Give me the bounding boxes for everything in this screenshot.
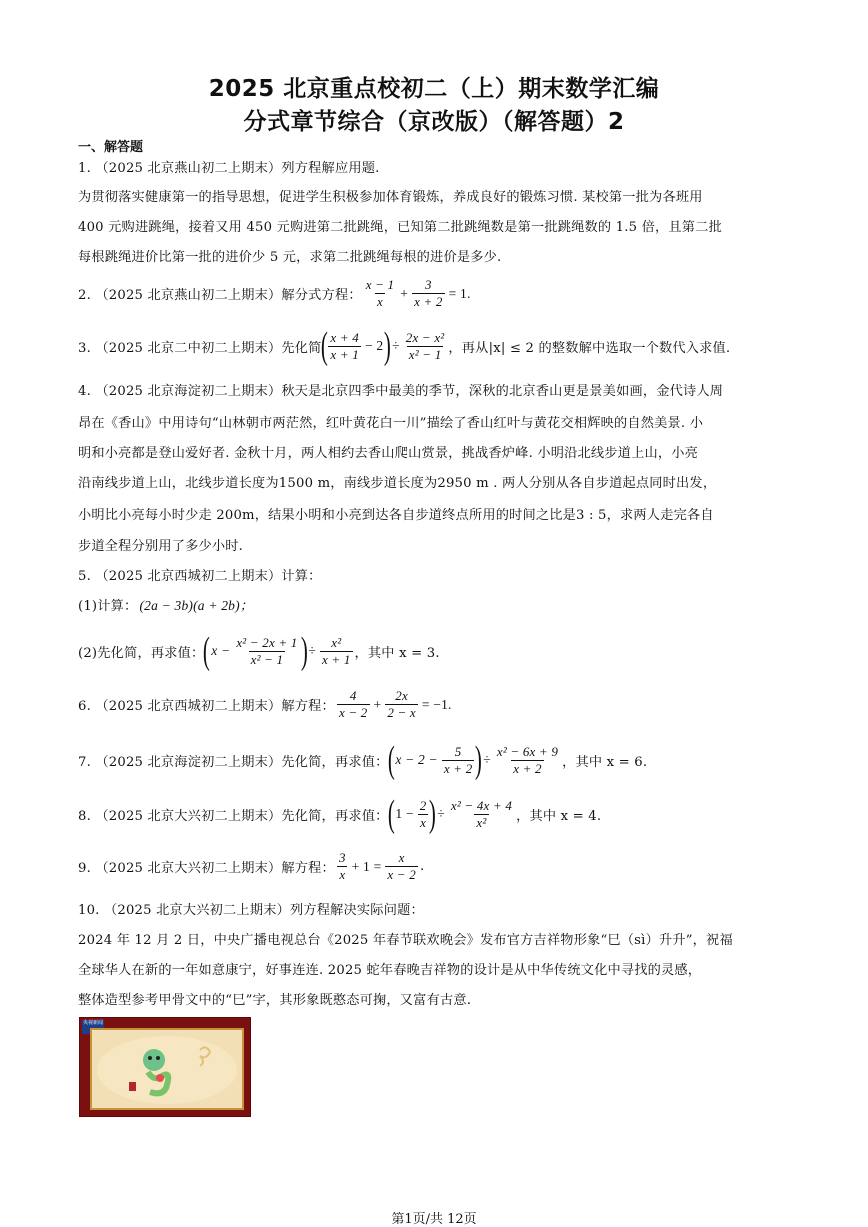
document-subtitle: 分式章节综合（京改版）（解答题）2 bbox=[243, 109, 625, 135]
q1-text-2: 400 元购进跳绳，接着又用 450 元购进第二批跳绳，已知第二批跳绳数是第一批跳绳数的 1.5 倍，且第二批 bbox=[78, 220, 722, 235]
section-heading: 一、解答题 bbox=[78, 140, 144, 155]
q6-heading: 6. （2025 北京西城初二上期末）解方程： bbox=[78, 699, 335, 714]
q10-text-2: 全球华人在新的一年如意康宁，好事连连. 2025 蛇年春晚吉祥物的设计是从中华传统文化中寻找的灵感， bbox=[78, 963, 702, 978]
document-title: 2025 北京重点校初二（上）期末数学汇编 bbox=[208, 76, 660, 102]
q9: 9. （2025 北京大兴初二上期末）解方程： $\frac{3}{x}$ + 1 = $\frac{x}{x - 2}$ . bbox=[78, 850, 425, 882]
q6: 6. （2025 北京西城初二上期末）解方程： $\frac{4}{x - 2}$ + $\frac{2x}{2 - x}$ = −1. bbox=[78, 688, 452, 720]
q7-heading: 7. （2025 北京海淀初二上期末）先化简，再求值： bbox=[78, 754, 389, 770]
q10-text-1: 2024 年 12 月 2 日，中央广播电视总台《2025 年春节联欢晚会》发布官方吉祥物形象“巳（sì）升升”，祝福 bbox=[78, 933, 733, 948]
q4-text-2: 昂在《香山》中用诗句“山林朝市两茫然，红叶黄花白一川”描绘了香山红叶与黄花交相辉映的自然美景. 小 bbox=[78, 416, 704, 431]
mascot-image bbox=[79, 1017, 251, 1117]
q6-fraction-2: $\frac{2x}{2 - x}$ bbox=[387, 688, 416, 720]
q1-text-3: 每根跳绳进价比第一批的进价少 5 元，求第二批跳绳每根的进价是多少. bbox=[78, 250, 502, 265]
q3-heading: 3. （2025 北京二中初二上期末）先化简 bbox=[78, 340, 322, 356]
q4-text-6: 步道全程分别用了多少小时. bbox=[78, 539, 244, 554]
mascot-card bbox=[90, 1028, 244, 1110]
q5-part-2: (2)先化简，再求值： ( x − $\frac{\text{x² − 2x + 1}}{\text{x² − 1}}$ ) ÷ $\frac{\text{x²}}{x + 1}$ ，其中 x = 3. bbox=[78, 630, 440, 672]
q3-fraction-1: $\frac{x + 4}{x + 1}$ bbox=[330, 329, 359, 362]
q5-part-1: (1)计算： (2a − 3b)(a + 2b)； bbox=[78, 598, 254, 614]
q10-heading: 10. （2025 北京大兴初二上期末）列方程解决实际问题： bbox=[78, 903, 424, 918]
q2-heading: 2. （2025 北京燕山初二上期末）解分式方程： bbox=[78, 288, 362, 303]
q3-fraction-2: $\frac{\text{2x − x²}}{\text{x² − 1}}$ bbox=[405, 329, 445, 362]
q8: 8. （2025 北京大兴初二上期末）先化简，再求值： ( 1 − $\frac{2}{x}$ ) ÷ $\frac{\text{x² − 4x + 4}}{\text{x²}}$ ，其中 x = 4. bbox=[78, 793, 602, 835]
q2-fraction-2: $\frac{3}{x + 2}$ bbox=[414, 277, 443, 309]
q3-tail: ，再从|x| ≤ 2 的整数解中选取一个数代入求值. bbox=[448, 340, 731, 356]
q7: 7. （2025 北京海淀初二上期末）先化简，再求值： ( x − 2 − $\frac{5}{x + 2}$ ) ÷ $\frac{\text{x² − 6x + 9}}{x + 2}$ ，其中 x = 6. bbox=[78, 739, 648, 781]
q3: 3. （2025 北京二中初二上期末）先化简 ( $\frac{x + 4}{x + 1}$ − 2 ) ÷ $\frac{\text{2x − x²}}{\text{x² − 1}}$ ，再从|x| ≤ 2 的整数解中选取一个数代入求值. bbox=[78, 325, 731, 367]
q7-fraction-1: $\frac{5}{x + 2}$ bbox=[443, 743, 473, 776]
q10-text-3: 整体造型参考甲骨文中的“巳”字，其形象既憨态可掬，又富有古意. bbox=[78, 993, 472, 1008]
q2: 2. （2025 北京燕山初二上期末）解分式方程： $\frac{x - 1}{x}$ + $\frac{3}{x + 2}$ = 1. bbox=[78, 277, 471, 309]
q5-fraction-1: $\frac{\text{x² − 2x + 1}}{\text{x² − 1}}$ bbox=[236, 634, 298, 667]
page-footer: 第1页/共 12页 bbox=[391, 1212, 477, 1227]
q5-heading: 5. （2025 北京西城初二上期末）计算： bbox=[78, 569, 322, 584]
q8-heading: 8. （2025 北京大兴初二上期末）先化简，再求值： bbox=[78, 808, 389, 824]
q6-fraction-1: $\frac{4}{x - 2}$ bbox=[338, 688, 368, 720]
q9-fraction-1: $\frac{3}{x}$ bbox=[338, 850, 346, 882]
q4-text-4: 沿南线步道上山，北线步道长度为1500 m，南线步道长度为2950 m . 两人分别从各自步道起点同时出发， bbox=[78, 476, 717, 491]
q8-fraction-2: $\frac{\text{x² − 4x + 4}}{\text{x²}}$ bbox=[450, 797, 513, 830]
q4-text-5: 小明比小亮每小时少走 200m，结果小明和小亮到达各自步道终点所用的时间之比是3 : 5，求两人走完各自 bbox=[78, 508, 714, 523]
q9-heading: 9. （2025 北京大兴初二上期末）解方程： bbox=[78, 861, 335, 876]
snake-mascot-icon bbox=[92, 1030, 242, 1108]
q8-fraction-1: $\frac{2}{x}$ bbox=[419, 797, 427, 830]
news-logo: 央视新闻 bbox=[82, 1020, 104, 1034]
q5-fraction-2: $\frac{\text{x²}}{x + 1}$ bbox=[321, 634, 351, 667]
q2-fraction-1: $\frac{x - 1}{x}$ bbox=[365, 277, 395, 309]
q7-fraction-2: $\frac{\text{x² − 6x + 9}}{x + 2}$ bbox=[496, 743, 559, 776]
q1-heading: 1. （2025 北京燕山初二上期末）列方程解应用题. bbox=[78, 161, 380, 176]
q1-text-1: 为贯彻落实健康第一的指导思想，促进学生积极参加体育锻炼，养成良好的锻炼习惯. 某校第一批为各班用 bbox=[78, 190, 703, 205]
q4-text-1: 4. （2025 北京海淀初二上期末）秋天是北京四季中最美的季节，深秋的北京香山更是景美如画，金代诗人周 bbox=[78, 384, 724, 399]
q4-text-3: 明和小亮都是登山爱好者. 金秋十月，两人相约去香山爬山赏景，挑战香炉峰. 小明沿北线步道上山，小亮 bbox=[78, 446, 699, 461]
q9-fraction-2: $\frac{x}{x - 2}$ bbox=[387, 850, 416, 882]
